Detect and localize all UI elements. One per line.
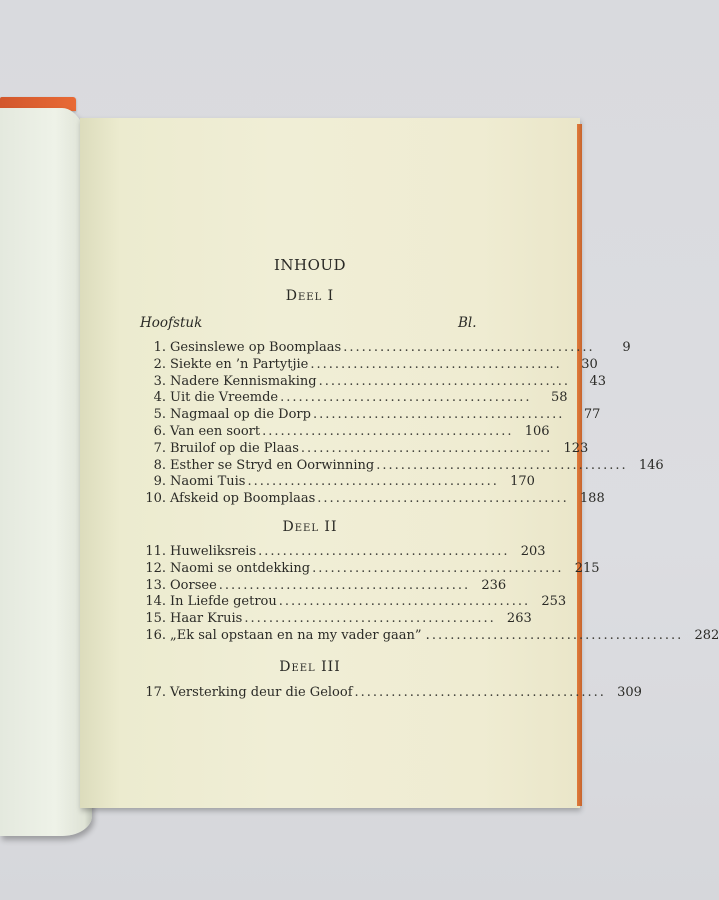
left-page — [0, 108, 92, 836]
chapter-title: Uit die Vreemde — [170, 390, 279, 406]
leader-dots: ......................................... — [278, 594, 531, 610]
page-number: 236 — [481, 577, 507, 593]
page-number: 282 — [694, 628, 719, 643]
page-number: 170 — [510, 474, 535, 490]
chapter-number: 14. — [145, 594, 166, 610]
toc-entry — [138, 544, 546, 561]
chapter-number: 4. — [153, 390, 166, 406]
page-number: 9 — [622, 340, 631, 355]
part-heading-1: Deel I — [285, 288, 335, 304]
chapter-title: Siekte en ’n Partytjie — [170, 356, 309, 372]
leader-dots: ......................................... — [280, 390, 532, 406]
page-number: 263 — [506, 611, 532, 627]
page-number: 146 — [638, 457, 664, 473]
page-number: 30 — [581, 356, 598, 372]
leader-dots: ......................................... — [317, 491, 569, 507]
chapter-title: Esther se Stryd en Oorwinning — [170, 457, 375, 473]
toc-entry — [138, 474, 535, 491]
leader-dots: ......................................... — [244, 611, 496, 627]
chapter-title: Naomi Tuis — [170, 474, 246, 490]
page-number: 215 — [574, 560, 600, 576]
column-chapter-label: Hoofstuk — [140, 315, 203, 331]
chapter-number: 13. — [145, 577, 166, 593]
toc-entry — [138, 594, 567, 611]
toc-entry — [138, 424, 550, 441]
chapter-number: 8. — [153, 457, 166, 473]
toc-entry — [138, 628, 719, 645]
toc-entry — [138, 560, 600, 578]
part-heading-2: Deel II — [282, 519, 338, 535]
chapter-title: Van een soort — [170, 424, 261, 439]
leader-dots: ......................................... — [312, 560, 564, 576]
chapter-title: Afskeid op Boomplaas — [170, 491, 316, 507]
page-number: 188 — [579, 491, 605, 507]
page-number: 77 — [583, 407, 601, 423]
toc-entry — [138, 685, 642, 702]
page-number: 203 — [520, 544, 546, 559]
toc-entry — [138, 457, 664, 475]
chapter-title: Versterking deur die Geloof — [170, 685, 353, 700]
leader-dots: ......................................... — [343, 340, 595, 355]
page-number: 58 — [551, 390, 568, 406]
page-number: 253 — [541, 594, 567, 610]
leader-dots: ......................................... — [354, 685, 606, 700]
toc-entry — [138, 577, 507, 595]
chapter-title: Gesinslewe op Boomplaas — [170, 340, 342, 355]
leader-dots: ......................................... — [258, 544, 510, 559]
chapter-title: Haar Kruis — [170, 611, 243, 627]
chapter-number: 16. — [145, 628, 166, 643]
chapter-number: 10. — [145, 491, 166, 507]
leader-dots: ......................................... — [431, 628, 684, 643]
chapter-number: 6. — [153, 424, 166, 439]
toc-entry — [138, 407, 601, 424]
chapter-title: Bruilof op die Plaas — [170, 440, 299, 456]
column-page-label: Bl. — [458, 315, 477, 331]
leader-dots: ......................................... — [312, 407, 565, 423]
toc-entry — [138, 390, 568, 407]
chapter-title: Naomi se ontdekking — [170, 560, 311, 576]
chapter-title: Oorsee — [170, 577, 217, 593]
chapter-number: 17. — [145, 685, 166, 700]
toc-entry — [138, 440, 589, 458]
page-number: 43 — [589, 373, 607, 389]
leader-dots: ......................................... — [310, 356, 562, 372]
leader-dots: ......................................... — [376, 457, 628, 473]
chapter-title: Nadere Kennismaking — [170, 373, 317, 389]
chapter-number: 1. — [153, 340, 166, 355]
chapter-title: „Ek sal opstaan en na my vader gaan” . — [170, 628, 430, 643]
leader-dots: ......................................... — [300, 440, 553, 456]
chapter-number: 2. — [153, 356, 166, 372]
chapter-title: Huweliksreis — [170, 544, 257, 559]
chapter-number: 15. — [145, 611, 166, 627]
chapter-number: 11. — [145, 544, 166, 559]
leader-dots: ......................................... — [262, 424, 514, 439]
toc-entry — [138, 340, 631, 357]
page-number: 123 — [563, 440, 589, 456]
chapter-title: Nagmaal op die Dorp — [170, 407, 311, 423]
leader-dots: ......................................... — [247, 474, 499, 490]
chapter-number: 12. — [145, 560, 166, 576]
toc-title: INHOUD — [273, 256, 347, 274]
toc-entry — [138, 373, 607, 391]
toc-entry — [138, 356, 598, 374]
part-heading-3: Deel III — [279, 659, 341, 675]
toc-entry — [138, 491, 605, 508]
page-number: 309 — [617, 685, 642, 700]
leader-dots: ......................................... — [218, 577, 471, 593]
chapter-number: 5. — [153, 407, 166, 423]
chapter-number: 7. — [153, 440, 166, 456]
chapter-title: In Liefde getrou — [170, 594, 277, 610]
chapter-number: 3. — [153, 373, 166, 389]
leader-dots: ......................................... — [318, 373, 571, 389]
toc-entry — [138, 611, 532, 628]
page-number: 106 — [524, 424, 550, 439]
chapter-number: 9. — [153, 474, 166, 490]
